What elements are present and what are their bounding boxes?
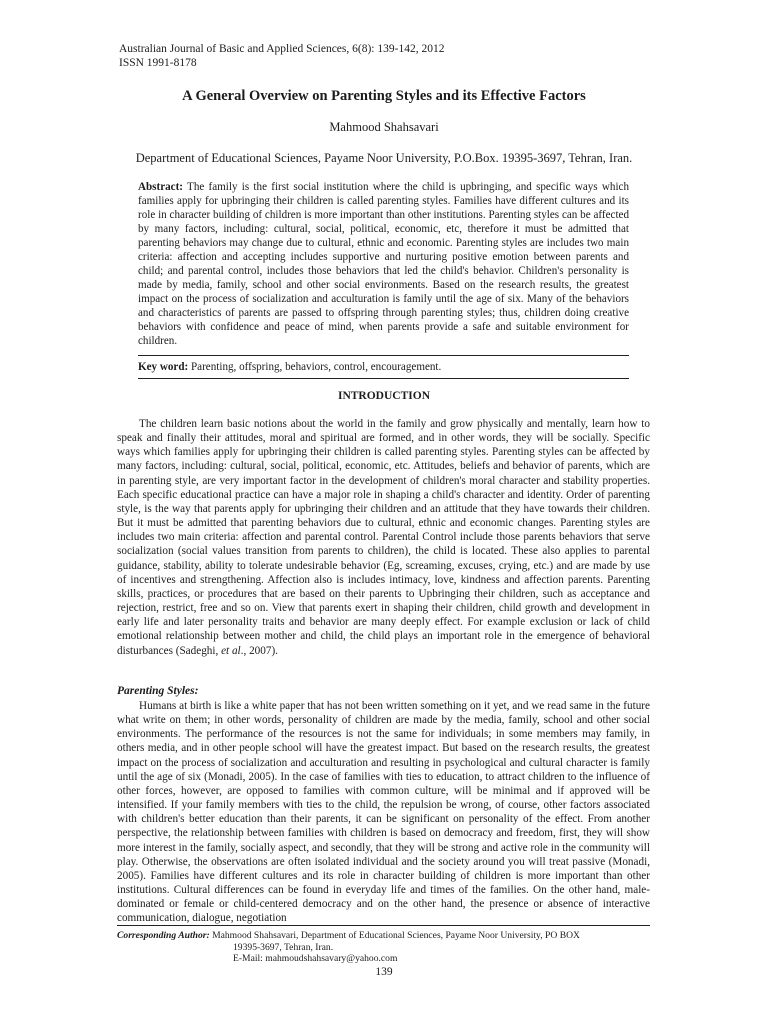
page-number: 139 <box>375 966 393 978</box>
introduction-paragraph <box>117 417 650 658</box>
journal-citation: Australian Journal of Basic and Applied Sciences, 6(8): 139-142, 2012 <box>119 43 445 55</box>
abstract-label: Abstract: <box>138 181 183 193</box>
keywords-divider <box>138 378 629 379</box>
citation-etal: et al <box>221 644 241 657</box>
introduction-text: The children learn basic notions about the world in the family and grow physically and mentally, learn how to speak and finally their attitudes, moral and spiritual are formed, and in other words, they will be socially. Specific ways which families apply for upbringing their children is called parenting styles. Parenting styles can be affected by many factors, including: cultural, social, political, economic, etc. Attitudes, beliefs and behavior of parents, which are in parenting style, are very important factor in the development of children's moral character and stability properties. Each specific educational practice can have a major role in shaping a child's character and identity. Order of parenting style, is the way that parents apply for upbringing their children and an attitude that they have towards their children. But it must be admitted that parenting behaviors due to cultural, ethnic and economic changes. Parenting styles are includes two main criteria: affection and parental control. Parental Control include those parents behaviors that serve socialization (social values transition from parents to children), the child is located. These also applies to parental guidance, stability, ability to tolerate undesirable behavior (Eg, screaming, excuses, crying, etc.) and are made by use of incentives and strengthening. Affection also is includes intimacy, love, kindness and affection parents. Parenting skills, practices, or procedures that are based on their parents to Upbringing their children, such as acceptance and rejection, restrict, free and so on. View that parents exert in shaping their children, child growth and development in early life and later personality traits and behavior are many deeply effect. For example exclusion or lack of child emotional relationship between mother and child, the child plays an important role in the emergence of behavioral disturbances (Sadeghi, <box>117 418 650 657</box>
keywords-text: Parenting, offspring, behaviors, control, encouragement. <box>191 361 442 373</box>
parenting-styles-heading: Parenting Styles: <box>117 685 199 697</box>
corresponding-author-line2: 19395-3697, Tehran, Iran. <box>233 942 334 953</box>
corresponding-author-label: Corresponding Author: <box>117 930 210 941</box>
abstract-text: The family is the first social institution where the child is upbringing, and specific ways which families apply for upbringing their children is called parenting styles. Families have different cultures and its role in character building of children is more important than other institutions. Parenting styles can be affected by many factors, including: cultural, social, political, economic, etc, therefore it must be admitted that parenting behaviors may change due to cultural, ethnic and economic. Parenting styles are includes two main criteria: affection and accepting includes supportive and nurturing positive emotion between parents and child; and parental control, includes those behaviors that led the child's behavior. Children's personality is made by media, family, school and other social environments. Based on the research results, the greatest impact on the process of socialization and acculturation is family until the age of six. Many of the behaviors and characteristics of parents are passed to offspring through parenting styles; thus, children doing creative behaviors with confidence and peace of mind, when parents provide a safe and suitable environment for children. <box>138 181 629 347</box>
keywords <box>138 361 629 373</box>
corresponding-author-line1: Mahmood Shahsavari, Department of Educational Sciences, Payame Noor University, PO BOX <box>212 930 580 941</box>
introduction-text-end: ., 2007). <box>240 644 278 657</box>
journal-header <box>119 43 444 70</box>
introduction-heading: INTRODUCTION <box>337 390 430 402</box>
paper-title: A General Overview on Parenting Styles and its Effective Factors <box>182 88 586 104</box>
paper-author: Mahmood Shahsavari <box>329 120 439 134</box>
journal-issn: ISSN 1991-8178 <box>119 56 197 69</box>
paper-affiliation: Department of Educational Sciences, Payame Noor University, P.O.Box. 19395-3697, Tehran, Iran. <box>135 151 633 165</box>
footnote-divider <box>117 925 650 926</box>
corresponding-author-email: E-Mail: mahmoudshahsavary@yahoo.com <box>233 953 398 964</box>
abstract-divider <box>138 355 629 356</box>
corresponding-author <box>117 930 580 942</box>
abstract <box>138 180 629 348</box>
keywords-label: Key word: <box>138 361 189 373</box>
parenting-styles-paragraph: Humans at birth is like a white paper that has not been written something on it yet, and we read same in the future what write on them; in other words, personality of children are made by the media, family, school and other social environments. The performance of the resources is not the same for individuals; in some members may family, in others media, and in other people school will have the greatest impact. But based on the research results, the greatest impact on the process of socialization and acculturation and resulting in psychological and cultural character is family until the age of six (Monadi, 2005). In the case of families with ties to education, to attract children to the influence of other forces, however, are opposed to families with common culture, will be minimal and if approved will be intensified. If your family members with ties to the child, the repulsion be wrong, of course, other factors associated with children's better education than their parents, it can be significant on personality of the effect. From another perspective, the relationship between families with children is based on democracy and freedom, first, they will show more interest in the family, socially aspect, and secondly, that they will be strong and active role in the community will play. Otherwise, the observations are often isolated individual and the society around you will treat passive (Monadi, 2005). Families have different cultures and its role in character building of children is more important than other institutions. Cultural differences can be found in everyday life and times of the families. On the other hand, male-dominated or female or child-centered democracy and on the other hand, the presence or absence of interactive communication, dialogue, negotiation <box>117 700 650 925</box>
